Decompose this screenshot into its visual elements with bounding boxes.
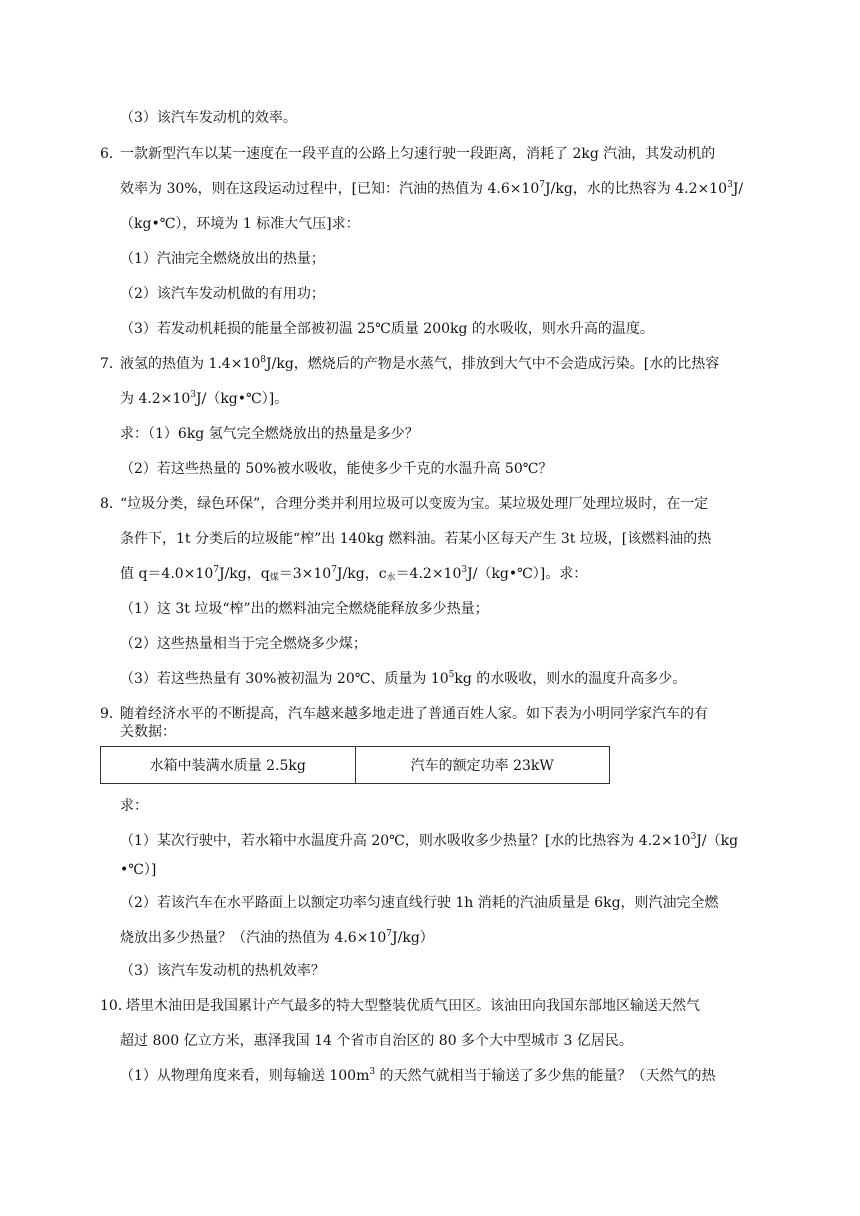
q9-number: 9． — [100, 706, 123, 722]
q9-part2-line2: 烧放出多少热量？（汽油的热值为 $4.6\times 10^7J/kg$） — [120, 929, 434, 946]
q10-number: 10． — [100, 998, 132, 1014]
q9-part2-line1: （2）若该汽车在水平路面上以额定功率匀速直线行驶 1h 消耗的汽油质量是 6kg，则汽油完全燃 — [120, 895, 719, 911]
q8-stem-line3: 值 $q=4.0\times 10^7J/kg$，$q_煤=3\times 10^7J/kg$，$c_水=4.2\times 10^3J/(kg•℃)$]。求： — [120, 565, 588, 583]
q6-number: 6． — [100, 146, 123, 162]
car-data-table — [100, 746, 610, 784]
q6-stem-line2: 效率为 30%，则在这段运动过程中，[已知：汽油的热值为 $4.6\times 10^7J/kg$，水的比热容为 $4.2\times 10^3J/$ — [120, 180, 744, 197]
q8-number: 8． — [100, 496, 123, 512]
table-cell-rated-power: 汽车的额定功率 23kW — [355, 747, 610, 783]
q7-stem-line2: 为 $4.2\times 10^3J/(kg•℃)$]。 — [120, 390, 289, 407]
q8-part1: （1）这 3t 垃圾“榨”出的燃料油完全燃烧能释放多少热量； — [120, 601, 489, 617]
q10-stem-line2: 超过 800 亿立方米，惠泽我国 14 个省市自治区的 80 多个大中型城市 3 亿居民。 — [120, 1033, 633, 1049]
q6-part3: （3）若发动机耗损的能量全部被初温 25℃质量 200kg 的水吸收，则水升高的温度。 — [120, 321, 654, 337]
q10-stem-line1: 塔里木油田是我国累计产气最多的特大型整装优质气田区。该油田向我国东部地区输送天然气 — [126, 998, 700, 1014]
table-cell-water-mass: 水箱中装满水质量 2.5kg — [149, 758, 306, 774]
q8-stem-line1: “垃圾分类，绿色环保”，合理分类并利用垃圾可以变废为宝。某垃圾处理厂处理垃圾时，在一定 — [120, 496, 709, 512]
q7-number: 7． — [100, 356, 123, 372]
q6-part2: （2）该汽车发动机做的有用功； — [120, 286, 325, 302]
q8-part3: （3）若这些热量有 30%被初温为 20℃、质量为 $10^5kg$ 的水吸收，则水的温度升高多少。 — [120, 670, 687, 687]
q6-part1: （1）汽油完全燃烧放出的热量； — [120, 251, 325, 267]
q8-part2: （2）这些热量相当于完全燃烧多少煤； — [120, 636, 367, 652]
q10-part1: （1）从物理角度来看，则每输送 $100m^3$ 的天然气就相当于输送了多少焦的能量？（天然气的热 — [120, 1067, 716, 1084]
q9-part1-line2: •℃）] — [120, 862, 157, 878]
q6-stem-line3: （kg•℃），环境为 1 标准大气压]求： — [120, 216, 360, 232]
q7-stem-line1: 液氢的热值为 $1.4\times 10^8J/kg$，燃烧后的产物是水蒸气，排放到大气中不会造成污染。[水的比热容 — [120, 355, 720, 372]
q9-stem-line2: 关数据： — [120, 724, 176, 740]
q9-part1-line1: （1）某次行驶中，若水箱中水温度升高 20℃，则水吸收多少热量？[水的比热容为 $4.2\times 10^3J/(kg$ — [120, 832, 739, 849]
q5-part3: （3）该汽车发动机的效率。 — [120, 110, 297, 126]
q9-stem-line1: 随着经济水平的不断提高，汽车越来越多地走进了普通百姓人家。如下表为小明同学家汽车的有 — [120, 706, 708, 722]
q6-stem-line1: 一款新型汽车以某一速度在一段平直的公路上匀速行驶一段距离，消耗了 2kg 汽油，其发动机的 — [120, 146, 716, 162]
q9-ask: 求： — [120, 798, 148, 814]
q7-ask: 求：（1）6kg 氢气完全燃烧放出的热量是多少？ — [120, 426, 419, 442]
q8-stem-line2: 条件下，1t 分类后的垃圾能“榨”出 140kg 燃料油。若某小区每天产生 3t 垃圾，[该燃料油的热 — [120, 531, 712, 547]
q9-part3: （3）该汽车发动机的热机效率？ — [120, 963, 325, 979]
q7-part2: （2）若这些热量的 50%被水吸收，能使多少千克的水温升高 50℃？ — [120, 461, 553, 477]
